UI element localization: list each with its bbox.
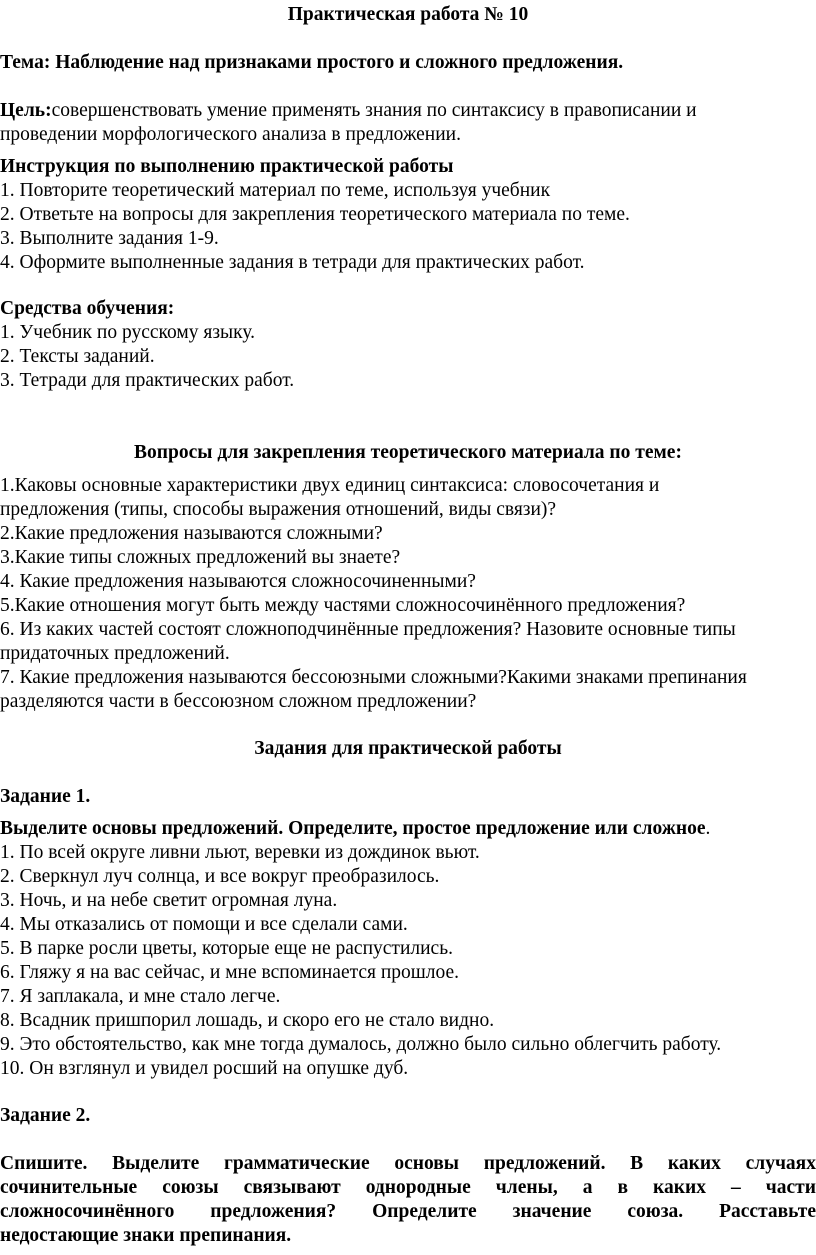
question-line: 7. Какие предложения называются бессоюзными сложными?Какими знаками препинания <box>0 667 747 688</box>
question-line: 2.Какие предложения называются сложными? <box>0 523 383 544</box>
question-line: придаточных предложений. <box>0 643 230 664</box>
topic-line <box>0 51 623 75</box>
task1-heading: Задание 1. <box>0 786 91 807</box>
questions-heading: Вопросы для закрепления теоретического материала по теме: <box>134 442 682 463</box>
page-title: Практическая работа № 10 <box>287 4 529 25</box>
instruction-item: 3. Выполните задания 1-9. <box>0 228 219 249</box>
tools-item: 3. Тетради для практических работ. <box>0 370 295 391</box>
question-line: 5.Какие отношения могут быть между частями сложносочинённого предложения? <box>0 595 686 616</box>
question-line: 1.Каковы основные характеристики двух единиц синтаксиса: словосочетания и <box>0 475 660 496</box>
goal-label: Цель: <box>0 100 52 121</box>
task1-instruction-text: Выделите основы предложений. Определите, простое предложение или сложное <box>0 818 706 839</box>
task1-item: 4. Мы отказались от помощи и все сделали сами. <box>0 914 408 935</box>
goal-text-1: совершенствовать умение применять знания по синтаксису в правописании и <box>51 100 697 121</box>
question-line: 6. Из каких частей состоят сложноподчинённые предложения? Назовите основные типы <box>0 619 736 640</box>
instruction-item: 2. Ответьте на вопросы для закрепления теоретического материала по теме. <box>0 204 630 225</box>
tools-item: 1. Учебник по русскому языку. <box>0 322 255 343</box>
topic-label: Тема: <box>0 52 51 73</box>
task1-item: 7. Я заплакала, и мне стало легче. <box>0 986 281 1007</box>
question-line: предложения (типы, способы выражения отношений, виды связи)? <box>0 499 557 520</box>
task1-item: 3. Ночь, и на небе светит огромная луна. <box>0 890 338 911</box>
tools-item: 2. Тексты заданий. <box>0 346 155 367</box>
task1-instruction-end: . <box>705 818 711 839</box>
instruction-item: 4. Оформите выполненные задания в тетради для практических работ. <box>0 252 585 273</box>
question-line: 4. Какие предложения называются сложносочиненными? <box>0 571 476 592</box>
task2-text-line: сочинительные союзы связывают однородные члены, а в каких – части <box>0 1177 816 1198</box>
instructions-heading: Инструкция по выполнению практической работы <box>0 156 454 177</box>
task1-item: 6. Гляжу я на вас сейчас, и мне вспоминается прошлое. <box>0 962 460 983</box>
task1-item: 2. Сверкнул луч солнца, и все вокруг преобразилось. <box>0 866 440 887</box>
task2-heading: Задание 2. <box>0 1105 91 1126</box>
task1-item: 10. Он взглянул и увидел росший на опушке дуб. <box>0 1058 409 1079</box>
task1-item: 1. По всей округе ливни льют, веревки из дождинок вьют. <box>0 842 480 863</box>
tools-heading: Средства обучения: <box>0 298 175 319</box>
topic-text: Наблюдение над признаками простого и сложного предложения. <box>50 52 624 73</box>
task1-item: 8. Всадник пришпорил лошадь, и скоро его не стало видно. <box>0 1010 495 1031</box>
question-line: 3.Какие типы сложных предложений вы знаете? <box>0 547 401 568</box>
goal-line-2: проведении морфологического анализа в предложении. <box>0 124 461 145</box>
goal-line-1 <box>0 99 697 123</box>
task2-text-line: сложносочинённого предложения? Определите значение союза. Расставьте <box>0 1201 816 1222</box>
task1-item: 9. Это обстоятельство, как мне тогда думалось, должно было сильно облегчить работу. <box>0 1034 722 1055</box>
task1-instruction <box>0 817 710 841</box>
task2-text-line: недостающие знаки препинания. <box>0 1225 292 1246</box>
instruction-item: 1. Повторите теоретический материал по теме, используя учебник <box>0 180 551 201</box>
task2-text-line: Спишите. Выделите грамматические основы предложений. В каких случаях <box>0 1153 816 1174</box>
task1-item: 5. В парке росли цветы, которые еще не распустились. <box>0 938 453 959</box>
question-line: разделяются части в бессоюзном сложном предложении? <box>0 691 477 712</box>
tasks-heading: Задания для практической работы <box>254 738 562 759</box>
